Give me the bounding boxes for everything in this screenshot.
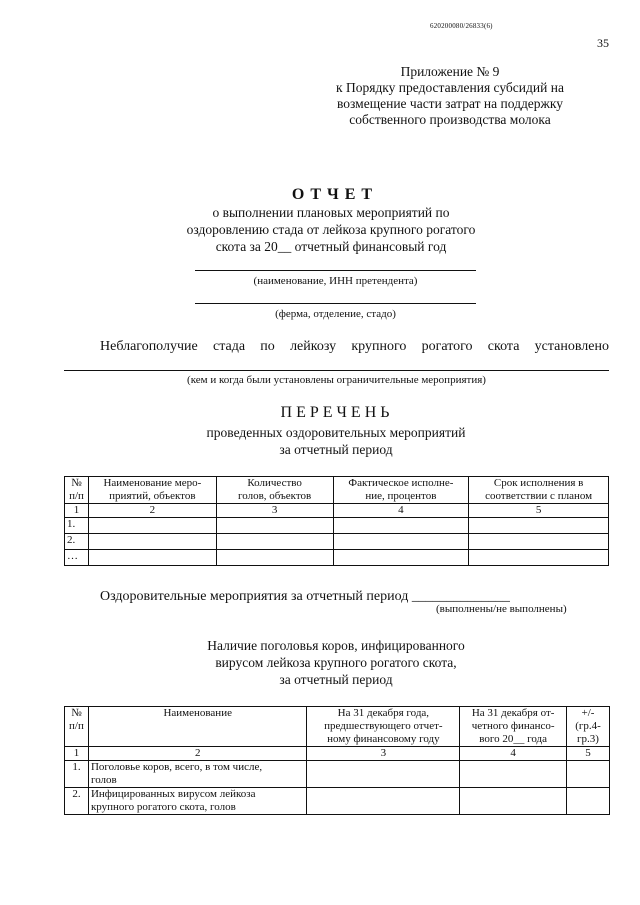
table-cell[interactable] xyxy=(333,534,469,550)
herd-table xyxy=(64,706,610,815)
column-number: 1 xyxy=(65,747,89,761)
page-number: 35 xyxy=(597,36,609,50)
table-row xyxy=(65,550,609,566)
herd-title-line: Наличие поголовья коров, инфицированного xyxy=(207,638,465,653)
table-row xyxy=(65,518,609,534)
statement-caption: (кем и когда были установлены ограничительные мероприятия) xyxy=(187,374,486,386)
column-number: 4 xyxy=(460,747,567,761)
report-subtitle-line: скота за 20__ отчетный финансовый год xyxy=(215,239,447,254)
activities-label: Оздоровительные мероприятия за отчетный период ______________ xyxy=(100,589,510,604)
column-number: 2 xyxy=(88,747,307,761)
report-subtitle-line: о выполнении плановых мероприятий по xyxy=(212,205,450,220)
table-row xyxy=(65,788,610,815)
column-header: Срок исполнения в соответствии с планом xyxy=(469,477,609,504)
table-row xyxy=(65,534,609,550)
column-number: 5 xyxy=(469,504,609,518)
table-cell[interactable] xyxy=(307,788,460,815)
report-title: ОТЧЕТ xyxy=(291,186,379,203)
activities-table xyxy=(64,476,609,566)
column-header: На 31 декабря от- четного финансо- вого 20__ года xyxy=(460,707,567,747)
appendix-header xyxy=(300,64,600,128)
row-number: 2. xyxy=(65,788,89,815)
applicant-field-line[interactable] xyxy=(195,270,476,271)
statement-text: Неблагополучие стада по лейкозу крупного рогатого скота установлено xyxy=(100,339,609,354)
herd-title-line: за отчетный период xyxy=(279,672,393,687)
column-header: № п/п xyxy=(65,477,89,504)
table-cell[interactable] xyxy=(216,518,333,534)
table-header-row xyxy=(65,707,610,747)
table-cell[interactable] xyxy=(469,550,609,566)
row-number: … xyxy=(65,550,89,566)
table-cell[interactable] xyxy=(216,550,333,566)
column-number: 3 xyxy=(307,747,460,761)
column-header: На 31 декабря года, предшествующего отчет- ному финансовому году xyxy=(307,707,460,747)
column-header: № п/п xyxy=(65,707,89,747)
appendix-line: Приложение № 9 xyxy=(400,64,500,79)
column-number: 3 xyxy=(216,504,333,518)
table-cell[interactable] xyxy=(88,518,216,534)
row-name: Инфицированных вирусом лейкоза крупного рогатого скота, голов xyxy=(88,788,307,815)
table-cell[interactable] xyxy=(216,534,333,550)
table-row xyxy=(65,761,610,788)
table-cell[interactable] xyxy=(333,518,469,534)
table-cell[interactable] xyxy=(333,550,469,566)
column-header: Наименование меро- приятий, объектов xyxy=(88,477,216,504)
perechen-subtitle-line: проведенных оздоровительных мероприятий xyxy=(206,425,466,440)
row-number: 1. xyxy=(65,761,89,788)
row-number: 1. xyxy=(65,518,89,534)
applicant-caption: (наименование, ИНН претендента) xyxy=(253,275,418,287)
table-cell[interactable] xyxy=(469,534,609,550)
table-cell[interactable] xyxy=(88,550,216,566)
column-header: Фактическое исполне- ние, процентов xyxy=(333,477,469,504)
perechen-subtitle xyxy=(186,424,486,458)
table-cell[interactable] xyxy=(469,518,609,534)
column-number: 4 xyxy=(333,504,469,518)
table-cell[interactable] xyxy=(88,534,216,550)
column-number: 5 xyxy=(567,747,610,761)
herd-title xyxy=(176,637,496,688)
herd-title-line: вирусом лейкоза крупного рогатого скота, xyxy=(215,655,457,670)
appendix-line: к Порядку предоставления субсидий на xyxy=(336,80,564,95)
activities-caption: (выполнены/не выполнены) xyxy=(436,603,567,615)
farm-field-line[interactable] xyxy=(195,303,476,304)
table-cell[interactable] xyxy=(567,761,610,788)
table-cell[interactable] xyxy=(307,761,460,788)
activities-status-blank[interactable]: ______________ xyxy=(411,589,510,604)
table-header-row xyxy=(65,477,609,504)
column-header: Наименование xyxy=(88,707,307,747)
column-header: +/- (гр.4- гр.3) xyxy=(567,707,610,747)
table-cell[interactable] xyxy=(460,761,567,788)
column-header: Количество голов, объектов xyxy=(216,477,333,504)
column-number: 1 xyxy=(65,504,89,518)
appendix-line: возмещение части затрат на поддержку xyxy=(337,96,563,111)
table-numbering-row xyxy=(65,747,610,761)
document-code: 620200080/26833(6) xyxy=(430,22,493,30)
table-numbering-row xyxy=(65,504,609,518)
report-subtitle xyxy=(166,204,496,255)
column-number: 2 xyxy=(88,504,216,518)
report-subtitle-line: оздоровлению стада от лейкоза крупного рогатого xyxy=(186,222,476,237)
statement-field-line[interactable] xyxy=(64,370,609,371)
perechen-subtitle-line: за отчетный период xyxy=(279,442,393,457)
appendix-line: собственного производства молока xyxy=(349,112,551,127)
table-cell[interactable] xyxy=(460,788,567,815)
perechen-title: ПЕРЕЧЕНЬ xyxy=(280,404,394,421)
row-number: 2. xyxy=(65,534,89,550)
farm-caption: (ферма, отделение, стадо) xyxy=(275,308,396,320)
table-cell[interactable] xyxy=(567,788,610,815)
row-name: Поголовье коров, всего, в том числе, голов xyxy=(88,761,307,788)
